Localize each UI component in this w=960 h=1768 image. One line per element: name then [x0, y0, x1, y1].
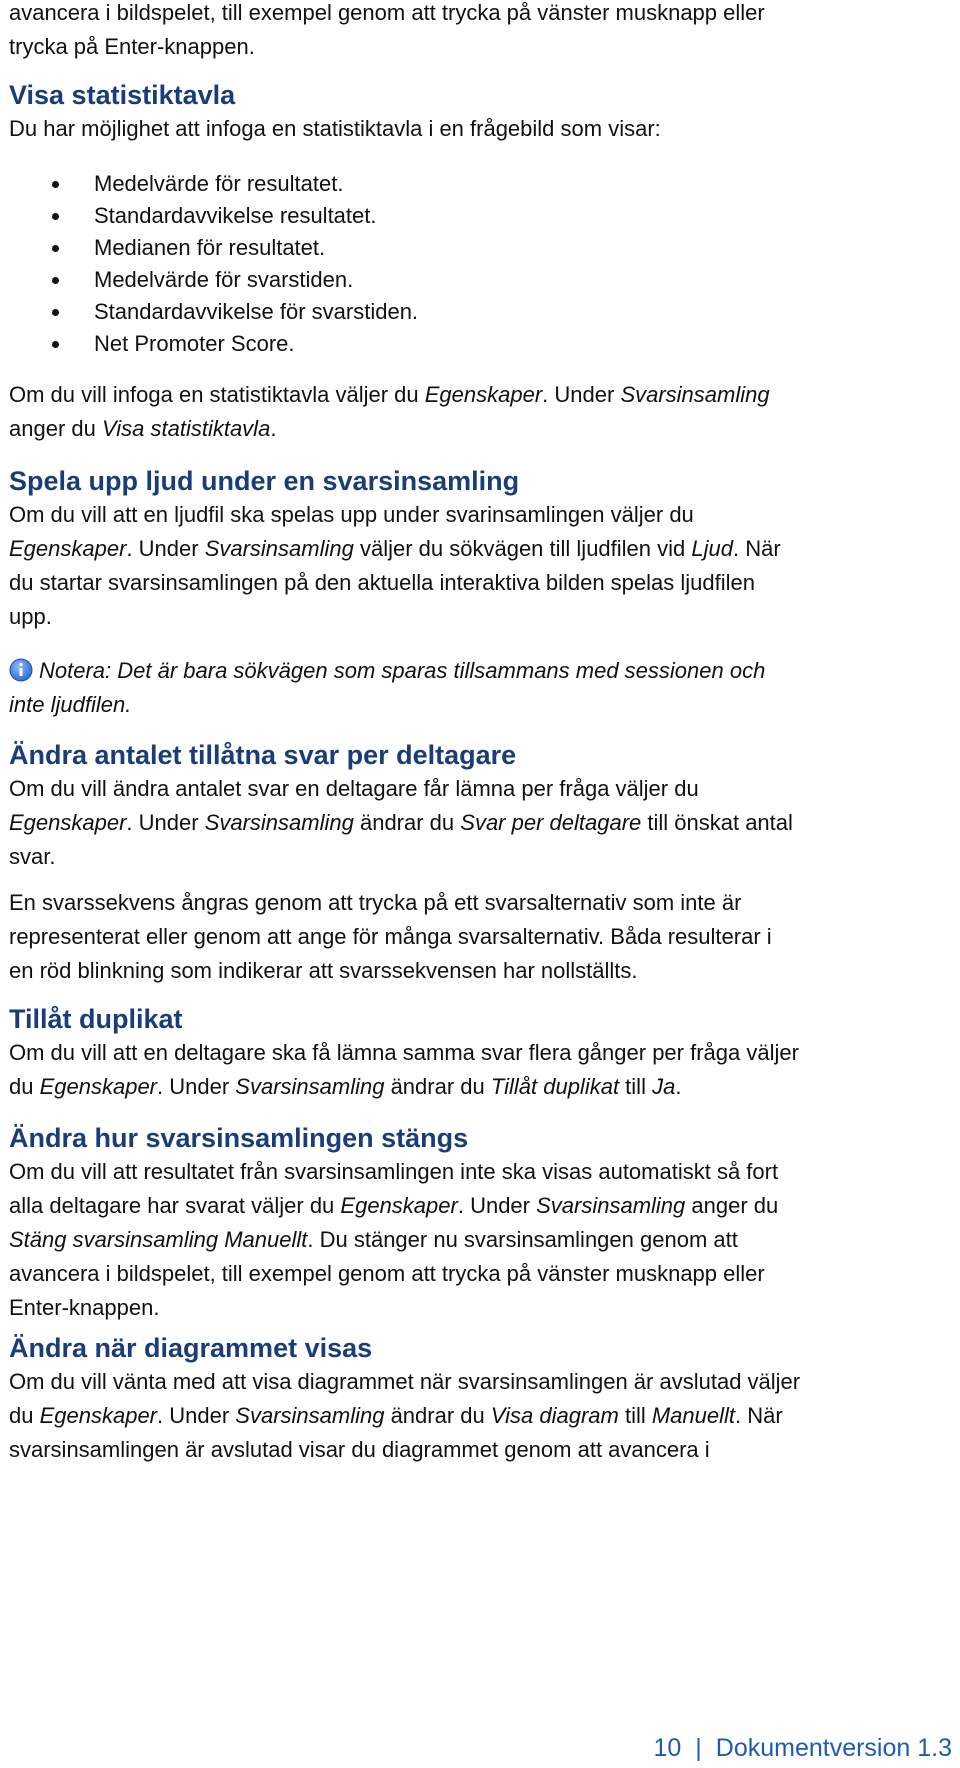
list-item-text: Medelvärde för svarstiden. — [94, 267, 354, 292]
paragraph-line: Om du vill att en deltagare ska få lämna samma svar flera gånger per fråga väljer — [9, 1040, 799, 1065]
list-item-text: Medelvärde för resultatet. — [94, 171, 344, 196]
paragraph-line: Stäng svarsinsamling Manuellt. Du stänger nu svarsinsamlingen genom att — [9, 1227, 738, 1252]
paragraph-line: anger du Visa statistiktavla. — [9, 416, 277, 441]
page-footer — [653, 1734, 952, 1763]
bullet-icon — [52, 309, 59, 316]
paragraph-line: Om du vill infoga en statistiktavla väljer du Egenskaper. Under Svarsinsamling — [9, 382, 770, 407]
paragraph-line: Om du vill ändra antalet svar en deltagare får lämna per fråga väljer du — [9, 776, 699, 801]
paragraph-line: Om du vill vänta med att visa diagrammet när svarsinsamlingen är avslutad väljer — [9, 1369, 801, 1394]
bullet-icon — [52, 245, 59, 252]
list-item-text: Standardavvikelse resultatet. — [94, 203, 377, 228]
list-item — [9, 168, 954, 200]
section-duplikat — [9, 1002, 954, 1104]
paragraph-line: En svarssekvens ångras genom att trycka på ett svarsalternativ som inte är — [9, 890, 742, 915]
paragraph-line: du startar svarsinsamlingen på den aktuella interaktiva bilden spelas ljudfilen — [9, 570, 755, 595]
paragraph-line: svarsinsamlingen är avslutad visar du diagrammet genom att avancera i — [9, 1437, 710, 1462]
paragraph-line: Om du vill att resultatet från svarsinsamlingen inte ska visas automatiskt så fort — [9, 1159, 779, 1184]
section-ljud — [9, 464, 954, 634]
paragraph-line: du Egenskaper. Under Svarsinsamling ändrar du Tillåt duplikat till Ja. — [9, 1074, 682, 1099]
page-number: 10 — [653, 1734, 682, 1762]
bullet-icon — [52, 341, 59, 348]
section-intro: Du har möjlighet att infoga en statistiktavla i en frågebild som visar: — [9, 116, 661, 141]
section-statistiktavla — [9, 78, 954, 146]
list-item — [9, 328, 954, 360]
section-antal-svar — [9, 738, 954, 874]
statistics-bullet-list — [9, 168, 954, 360]
note-box — [9, 654, 954, 722]
statistiktavla-paragraph — [9, 378, 954, 446]
paragraph-line: Egenskaper. Under Svarsinsamling väljer du sökvägen till ljudfilen vid Ljud. När — [9, 536, 781, 561]
top-fragment — [9, 0, 954, 64]
paragraph-line: avancera i bildspelet, till exempel genom att trycka på vänster musknapp eller — [9, 0, 765, 25]
list-item-text: Medianen för resultatet. — [94, 235, 326, 260]
note-line: inte ljudfilen. — [9, 692, 132, 717]
section-diagram — [9, 1331, 954, 1467]
list-item-text: Net Promoter Score. — [94, 331, 295, 356]
paragraph-line: upp. — [9, 604, 52, 629]
document-version: Dokumentversion 1.3 — [715, 1734, 952, 1762]
paragraph-line: Egenskaper. Under Svarsinsamling ändrar du Svar per deltagare till önskat antal — [9, 810, 793, 835]
paragraph-line: Enter-knappen. — [9, 1295, 160, 1320]
list-item-text: Standardavvikelse för svarstiden. — [94, 299, 419, 324]
paragraph-line: trycka på Enter-knappen. — [9, 34, 255, 59]
paragraph-line: Om du vill att en ljudfil ska spelas upp under svarinsamlingen väljer du — [9, 502, 694, 527]
svarssekvens-paragraph — [9, 886, 954, 988]
paragraph-line: du Egenskaper. Under Svarsinsamling ändrar du Visa diagram till Manuellt. När — [9, 1403, 783, 1428]
section-heading: Spela upp ljud under en svarsinsamling — [9, 466, 520, 496]
bullet-icon — [52, 213, 59, 220]
section-heading: Visa statistiktavla — [9, 80, 236, 110]
note-line — [9, 654, 954, 688]
section-heading: Ändra hur svarsinsamlingen stängs — [9, 1123, 469, 1153]
bullet-icon — [52, 277, 59, 284]
section-stangning — [9, 1121, 954, 1325]
list-item — [9, 200, 954, 232]
paragraph-line: avancera i bildspelet, till exempel genom att trycka på vänster musknapp eller — [9, 1261, 765, 1286]
paragraph-line: representerat eller genom att ange för många svarsalternativ. Båda resulterar i — [9, 924, 772, 949]
info-icon — [9, 658, 33, 682]
paragraph-line: en röd blinkning som indikerar att svarssekvensen har nollställts. — [9, 958, 638, 983]
section-heading: Tillåt duplikat — [9, 1004, 183, 1034]
list-item — [9, 296, 954, 328]
section-heading: Ändra när diagrammet visas — [9, 1333, 373, 1363]
list-item — [9, 264, 954, 296]
paragraph-line: alla deltagare har svarat väljer du Egenskaper. Under Svarsinsamling anger du — [9, 1193, 779, 1218]
section-heading: Ändra antalet tillåtna svar per deltagare — [9, 740, 517, 770]
paragraph-line: svar. — [9, 844, 56, 869]
bullet-icon — [52, 181, 59, 188]
note-text: Notera: Det är bara sökvägen som sparas tillsammans med sessionen och — [39, 658, 766, 683]
list-item — [9, 232, 954, 264]
footer-separator: | — [695, 1734, 702, 1762]
